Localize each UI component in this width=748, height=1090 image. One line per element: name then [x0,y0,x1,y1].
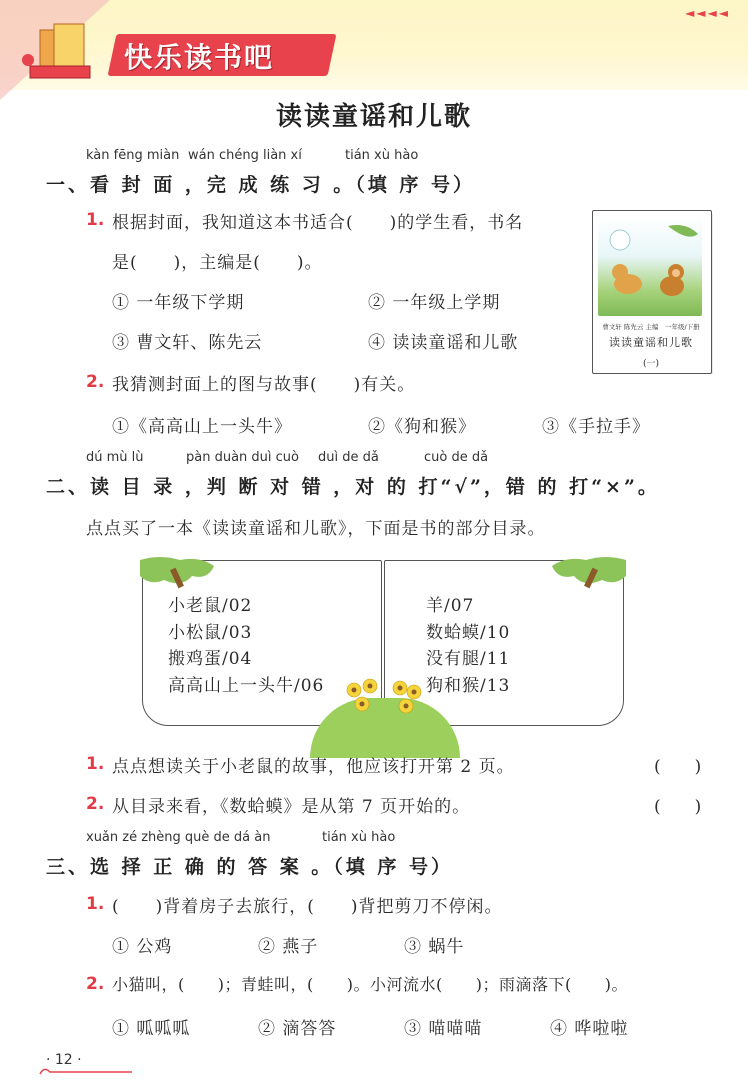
question-text: 我猜测封面上的图与故事( )有关。 [112,375,416,395]
option: ④ 读读童谣和儿歌 [368,333,519,353]
option: ②《狗和猴》 [368,417,476,437]
toc-item: 羊/07 [426,596,475,616]
toc-item: 小老鼠/02 [168,596,253,616]
pinyin: dú mù lù [86,450,144,465]
section-heading-3: 三、选 择 正 确 的 答 案 。（填 序 号） [46,856,454,878]
option: ③ 蜗牛 [404,937,465,957]
option: ① 公鸡 [112,937,173,957]
question-number: 1. [86,754,105,774]
section-heading-1: 一、看 封 面 ，完 成 练 习 。（填 序 号） [46,174,476,196]
toc-item: 搬鸡蛋/04 [168,649,253,669]
option: ② 滴答答 [258,1019,337,1039]
question-number: 1. [86,210,105,230]
intro-text: 点点买了一本《读读童谣和儿歌》，下面是书的部分目录。 [86,519,546,539]
pinyin: tián xù hào [322,830,396,845]
question-text: 是( )，主编是( )。 [112,253,323,273]
pinyin: pàn duàn duì cuò [186,450,299,465]
answer-blank[interactable]: ( ) [654,757,702,777]
question-number: 2. [86,974,105,994]
toc-left-list [168,593,324,699]
section-heading-2: 二、读 目 录 ，判 断 对 错 ，对 的 打“√”，错 的 打“×”。 [46,476,660,498]
toc-item: 高高山上一头牛/06 [168,675,325,696]
book-cover-illustration [598,216,702,316]
arrow-icon: ◄◄◄◄ [685,6,730,20]
option: ① 呱呱呱 [112,1019,191,1039]
option: ③《手拉手》 [542,417,650,437]
book-volume: (一) [642,359,660,369]
pinyin: cuò de dǎ [424,450,489,465]
question-text: 点点想读关于小老鼠的故事，他应该打开第 2 页。 [112,757,515,777]
tree-decoration-icon [536,556,626,596]
question-number: 2. [86,794,105,814]
question-number: 2. [86,372,105,392]
book-stack-illustration [0,0,120,110]
option: ① 一年级下学期 [112,293,245,313]
toc-right-list [426,593,510,699]
pinyin: xuǎn zé zhèng què de dá àn [86,830,271,845]
pinyin: kàn fēng miàn [86,148,180,163]
pinyin: wán chéng liàn xí [188,148,302,163]
pinyin: duì de dǎ [318,450,379,465]
question-number: 1. [86,894,105,914]
sunflower-icon [340,678,430,724]
answer-blank[interactable]: ( ) [654,797,702,817]
toc-item: 数蛤蟆/10 [426,622,511,643]
book-title: 读读童谣和儿歌 [609,336,693,349]
option: ④ 哗啦啦 [550,1019,629,1039]
toc-item: 狗和猴/13 [426,675,511,696]
question-text: ( )背着房子去旅行，( )背把剪刀不停闲。 [112,897,503,917]
option: ①《高高山上一头牛》 [112,417,292,437]
pinyin: tián xù hào [345,148,419,163]
page-number: · 12 · [46,1052,82,1068]
question-text: 从目录来看，《数蛤蟆》是从第 7 页开始的。 [112,797,471,817]
tree-decoration-icon [140,556,230,596]
toc-item: 小松鼠/03 [168,622,253,643]
page-title: 读读童谣和儿歌 [275,102,472,132]
toc-item: 没有腿/11 [426,649,511,669]
option: ② 燕子 [258,937,319,957]
option: ③ 曹文轩、陈先云 [112,333,263,353]
question-text: 根据封面，我知道这本书适合( )的学生看，书名 [112,213,524,233]
option: ② 一年级上学期 [368,293,501,313]
question-text: 小猫叫，( )；青蛙叫，( )。小河流水( )；雨滴落下( )。 [112,975,628,994]
banner-title: 快乐读书吧 [124,41,275,74]
book-editors: 曹文轩 陈先云 主编 一年级/下册 [602,323,700,331]
option: ③ 喵喵喵 [404,1019,483,1039]
